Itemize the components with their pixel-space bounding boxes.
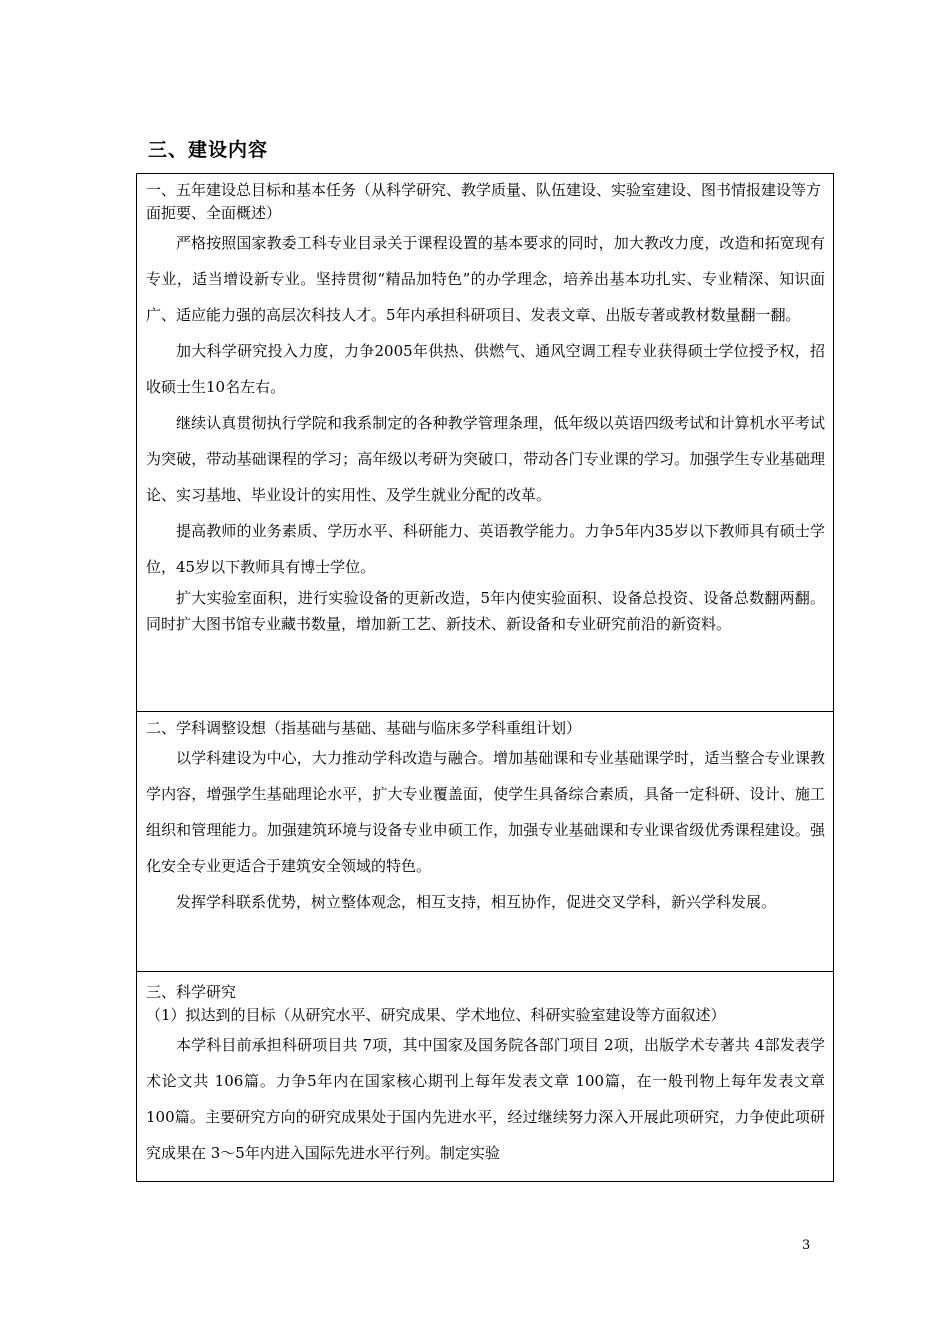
goals-paragraph: 继续认真贯彻执行学院和我系制定的各种教学管理条理，低年级以英语四级考试和计算机水平考试为突破，带动基础课程的学习；高年级以考研为突破口，带动各门专业课的学习。加强学生专业基础理论、实习基地、毕业设计的实用性、及学生就业分配的改革。: [146, 414, 825, 504]
goals-section: [136, 173, 834, 712]
goals-paragraph: 提高教师的业务素质、学历水平、科研能力、英语教学能力。力争5年内35岁以下教师具有硕士学位，45岁以下教师具有博士学位。: [146, 522, 825, 576]
discipline-paragraph: 发挥学科联系优势，树立整体观念，相互支持，相互协作，促进交叉学科，新兴学科发展。: [176, 893, 777, 911]
discipline-title: 二、学科调整设想（指基础与基础、基础与临床多学科重组计划）: [146, 719, 582, 737]
page-number: 3: [802, 1238, 811, 1253]
goals-paragraph: 严格按照国家教委工科专业目录关于课程设置的基本要求的同时，加大教改力度，改造和拓宽现有专业，适当增设新专业。坚持贯彻“精品加特色”的办学理念，培养出基本功扎实、专业精深、知识面广、适应能力强的高层次科技人才。5年内承担科研项目、发表文章、出版专著或教材数量翻一翻。: [146, 234, 825, 324]
research-paragraph: 本学科目前承担科研项目共 7项，其中国家及国务院各部门项目 2项，出版学术专著共 4部发表学术论文共 106篇。力争5年内在国家核心期刊上每年发表文章 100篇，在一般刊物上每年发表文章 100篇。主要研究方向的研究成果处于国内先进水平，经过继续努力深入开展此项研究，力争使此项研究成果在 3～5年内进入国际先进水平行列。制定实验: [146, 1036, 825, 1162]
discipline-paragraph: 以学科建设为中心，大力推动学科改造与融合。增加基础课和专业基础课学时，适当整合专业课教学内容，增强学生基础理论水平，扩大专业覆盖面，使学生具备综合素质，具备一定科研、设计、施工组织和管理能力。加强建筑环境与设备专业申硕工作，加强专业基础课和专业课省级优秀课程建设。强化安全专业更适合于建筑安全领域的特色。: [146, 749, 825, 875]
research-section: [136, 971, 834, 1182]
goals-paragraph: 加大科学研究投入力度，力争2005年供热、供燃气、通风空调工程专业获得硕士学位授予权，招收硕士生10名左右。: [146, 342, 825, 396]
discipline-section: [136, 711, 834, 972]
goals-title: 一、五年建设总目标和基本任务（从科学研究、教学质量、队伍建设、实验室建设、图书情报建设等方面扼要、全面概述）: [146, 181, 822, 222]
goals-paragraph: 扩大实验室面积，进行实验设备的更新改造，5年内使实验面积、设备总投资、设备总数翻两翻。同时扩大图书馆专业藏书数量，增加新工艺、新技术、新设备和专业研究前沿的新资料。: [146, 589, 825, 633]
section-heading: 三、建设内容: [148, 139, 269, 161]
research-subtitle: （1）拟达到的目标（从研究水平、研究成果、学术地位、科研实验室建设等方面叙述）: [146, 1006, 726, 1024]
research-title: 三、科学研究: [146, 983, 237, 1001]
